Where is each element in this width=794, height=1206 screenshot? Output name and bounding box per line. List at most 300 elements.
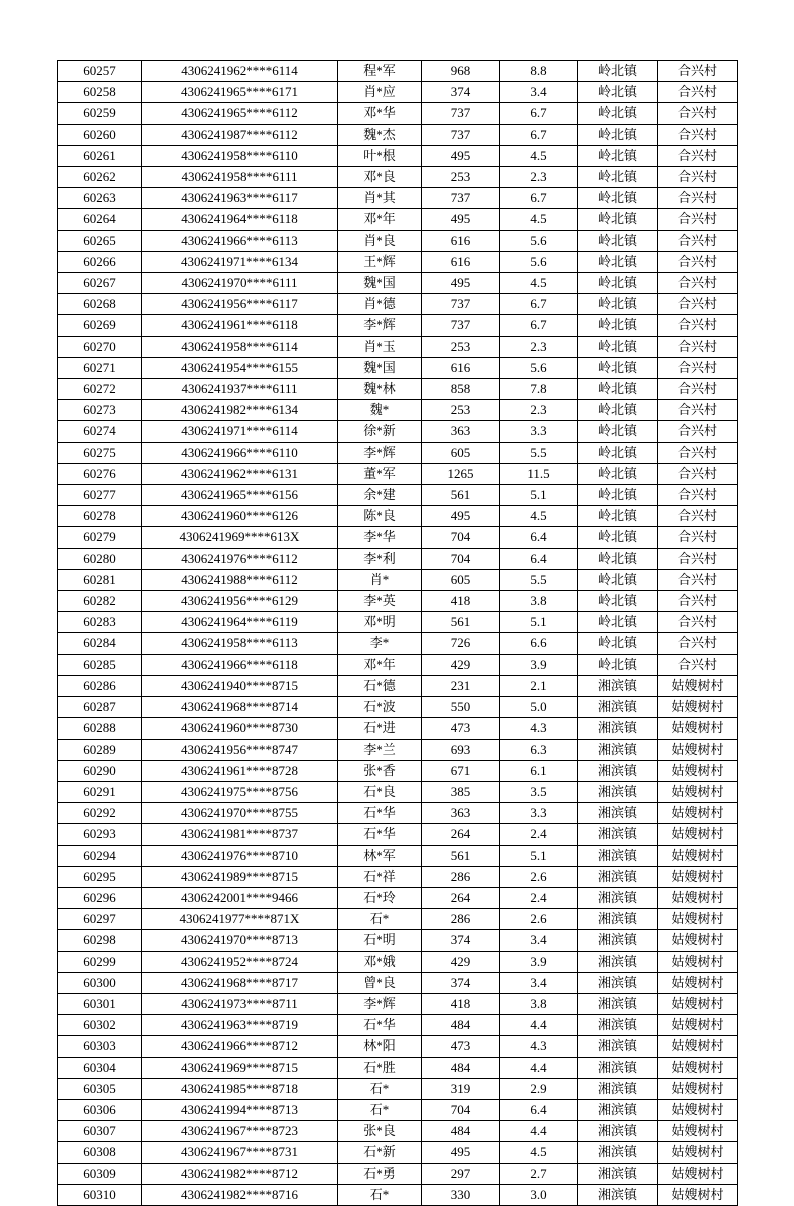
cell-town: 湘滨镇 (578, 1057, 658, 1078)
cell-amount: 484 (422, 1015, 500, 1036)
cell-village: 姑嫂树村 (658, 930, 738, 951)
cell-name: 石*胜 (338, 1057, 422, 1078)
cell-seq: 60270 (58, 336, 142, 357)
cell-town: 湘滨镇 (578, 845, 658, 866)
cell-seq: 60310 (58, 1184, 142, 1205)
cell-village: 合兴村 (658, 548, 738, 569)
cell-town: 岭北镇 (578, 61, 658, 82)
cell-town: 岭北镇 (578, 103, 658, 124)
cell-town: 湘滨镇 (578, 972, 658, 993)
cell-id_number: 4306241976****8710 (142, 845, 338, 866)
cell-seq: 60295 (58, 866, 142, 887)
table-row (58, 188, 738, 209)
cell-village: 姑嫂树村 (658, 1184, 738, 1205)
cell-rate: 6.6 (500, 633, 578, 654)
cell-amount: 693 (422, 739, 500, 760)
table-row (58, 993, 738, 1014)
cell-village: 合兴村 (658, 633, 738, 654)
cell-seq: 60260 (58, 124, 142, 145)
cell-name: 李*辉 (338, 315, 422, 336)
cell-town: 岭北镇 (578, 315, 658, 336)
cell-town: 湘滨镇 (578, 1121, 658, 1142)
cell-amount: 561 (422, 485, 500, 506)
cell-rate: 5.0 (500, 697, 578, 718)
table-row (58, 930, 738, 951)
cell-amount: 297 (422, 1163, 500, 1184)
cell-village: 合兴村 (658, 527, 738, 548)
cell-id_number: 4306241958****6114 (142, 336, 338, 357)
cell-village: 合兴村 (658, 612, 738, 633)
cell-seq: 60283 (58, 612, 142, 633)
table-row (58, 230, 738, 251)
cell-village: 姑嫂树村 (658, 781, 738, 802)
cell-rate: 11.5 (500, 463, 578, 484)
cell-seq: 60282 (58, 591, 142, 612)
cell-id_number: 4306241960****6126 (142, 506, 338, 527)
cell-village: 姑嫂树村 (658, 1015, 738, 1036)
cell-amount: 550 (422, 697, 500, 718)
cell-town: 岭北镇 (578, 294, 658, 315)
cell-id_number: 4306241937****6111 (142, 379, 338, 400)
cell-town: 湘滨镇 (578, 1099, 658, 1120)
cell-village: 姑嫂树村 (658, 909, 738, 930)
cell-name: 曾*良 (338, 972, 422, 993)
cell-name: 李*英 (338, 591, 422, 612)
cell-town: 岭北镇 (578, 569, 658, 590)
cell-town: 湘滨镇 (578, 760, 658, 781)
cell-amount: 737 (422, 315, 500, 336)
table-row (58, 145, 738, 166)
cell-id_number: 4306241982****6134 (142, 400, 338, 421)
cell-village: 合兴村 (658, 463, 738, 484)
cell-amount: 429 (422, 654, 500, 675)
cell-id_number: 4306241981****8737 (142, 824, 338, 845)
cell-name: 肖*良 (338, 230, 422, 251)
cell-seq: 60287 (58, 697, 142, 718)
cell-id_number: 4306241966****6113 (142, 230, 338, 251)
cell-name: 石* (338, 1184, 422, 1205)
cell-town: 湘滨镇 (578, 824, 658, 845)
cell-village: 姑嫂树村 (658, 718, 738, 739)
cell-village: 合兴村 (658, 230, 738, 251)
cell-amount: 484 (422, 1121, 500, 1142)
cell-seq: 60301 (58, 993, 142, 1014)
cell-id_number: 4306241966****8712 (142, 1036, 338, 1057)
cell-amount: 968 (422, 61, 500, 82)
cell-id_number: 4306241988****6112 (142, 569, 338, 590)
cell-name: 叶*根 (338, 145, 422, 166)
table-row (58, 1184, 738, 1205)
table-row (58, 61, 738, 82)
cell-amount: 253 (422, 336, 500, 357)
table-row (58, 527, 738, 548)
cell-name: 肖* (338, 569, 422, 590)
table-row (58, 1036, 738, 1057)
cell-name: 魏*国 (338, 357, 422, 378)
cell-seq: 60306 (58, 1099, 142, 1120)
cell-town: 湘滨镇 (578, 930, 658, 951)
cell-amount: 231 (422, 675, 500, 696)
cell-seq: 60290 (58, 760, 142, 781)
cell-rate: 4.4 (500, 1057, 578, 1078)
cell-id_number: 4306241958****6111 (142, 167, 338, 188)
cell-amount: 330 (422, 1184, 500, 1205)
table-row (58, 718, 738, 739)
cell-amount: 286 (422, 909, 500, 930)
cell-village: 合兴村 (658, 569, 738, 590)
cell-rate: 6.7 (500, 103, 578, 124)
cell-id_number: 4306241976****6112 (142, 548, 338, 569)
cell-seq: 60309 (58, 1163, 142, 1184)
cell-town: 岭北镇 (578, 400, 658, 421)
cell-amount: 737 (422, 294, 500, 315)
cell-name: 邓*明 (338, 612, 422, 633)
cell-seq: 60297 (58, 909, 142, 930)
cell-rate: 3.8 (500, 993, 578, 1014)
cell-seq: 60294 (58, 845, 142, 866)
cell-rate: 2.4 (500, 887, 578, 908)
cell-name: 石* (338, 1099, 422, 1120)
cell-village: 合兴村 (658, 124, 738, 145)
cell-id_number: 4306241994****8713 (142, 1099, 338, 1120)
table-row (58, 1099, 738, 1120)
cell-town: 岭北镇 (578, 357, 658, 378)
cell-town: 湘滨镇 (578, 1184, 658, 1205)
cell-town: 岭北镇 (578, 421, 658, 442)
cell-amount: 616 (422, 230, 500, 251)
cell-id_number: 4306242001****9466 (142, 887, 338, 908)
cell-seq: 60276 (58, 463, 142, 484)
cell-rate: 2.1 (500, 675, 578, 696)
cell-rate: 3.8 (500, 591, 578, 612)
cell-rate: 5.5 (500, 442, 578, 463)
cell-seq: 60285 (58, 654, 142, 675)
table-row (58, 103, 738, 124)
table-row (58, 1015, 738, 1036)
cell-town: 湘滨镇 (578, 909, 658, 930)
table-row (58, 548, 738, 569)
table-row (58, 824, 738, 845)
cell-seq: 60281 (58, 569, 142, 590)
cell-seq: 60275 (58, 442, 142, 463)
cell-id_number: 4306241985****8718 (142, 1078, 338, 1099)
cell-seq: 60303 (58, 1036, 142, 1057)
table-row (58, 951, 738, 972)
cell-name: 石*明 (338, 930, 422, 951)
cell-rate: 5.1 (500, 485, 578, 506)
cell-id_number: 4306241956****8747 (142, 739, 338, 760)
cell-id_number: 4306241968****8714 (142, 697, 338, 718)
cell-rate: 6.7 (500, 294, 578, 315)
beneficiary-table (57, 60, 738, 1206)
cell-amount: 704 (422, 527, 500, 548)
cell-name: 魏*杰 (338, 124, 422, 145)
cell-village: 姑嫂树村 (658, 760, 738, 781)
cell-amount: 858 (422, 379, 500, 400)
cell-village: 合兴村 (658, 294, 738, 315)
cell-name: 邓*年 (338, 654, 422, 675)
cell-name: 肖*应 (338, 82, 422, 103)
cell-name: 魏*林 (338, 379, 422, 400)
cell-village: 姑嫂树村 (658, 972, 738, 993)
cell-town: 岭北镇 (578, 124, 658, 145)
cell-seq: 60264 (58, 209, 142, 230)
cell-seq: 60258 (58, 82, 142, 103)
cell-village: 姑嫂树村 (658, 1099, 738, 1120)
cell-amount: 264 (422, 824, 500, 845)
cell-name: 石*玲 (338, 887, 422, 908)
table-row (58, 697, 738, 718)
cell-village: 姑嫂树村 (658, 697, 738, 718)
cell-rate: 6.1 (500, 760, 578, 781)
cell-id_number: 4306241958****6113 (142, 633, 338, 654)
cell-id_number: 4306241956****6117 (142, 294, 338, 315)
cell-town: 岭北镇 (578, 548, 658, 569)
cell-village: 姑嫂树村 (658, 1078, 738, 1099)
cell-village: 合兴村 (658, 591, 738, 612)
cell-seq: 60299 (58, 951, 142, 972)
cell-village: 合兴村 (658, 442, 738, 463)
cell-id_number: 4306241970****8713 (142, 930, 338, 951)
cell-rate: 2.9 (500, 1078, 578, 1099)
cell-seq: 60269 (58, 315, 142, 336)
cell-rate: 5.1 (500, 612, 578, 633)
cell-rate: 4.3 (500, 1036, 578, 1057)
cell-seq: 60257 (58, 61, 142, 82)
cell-name: 李*利 (338, 548, 422, 569)
cell-name: 张*香 (338, 760, 422, 781)
table-row (58, 124, 738, 145)
cell-town: 岭北镇 (578, 251, 658, 272)
cell-name: 王*辉 (338, 251, 422, 272)
table-row (58, 569, 738, 590)
cell-amount: 429 (422, 951, 500, 972)
cell-town: 岭北镇 (578, 82, 658, 103)
table-row (58, 336, 738, 357)
cell-name: 林*军 (338, 845, 422, 866)
cell-village: 姑嫂树村 (658, 739, 738, 760)
cell-amount: 671 (422, 760, 500, 781)
cell-town: 岭北镇 (578, 167, 658, 188)
cell-rate: 4.4 (500, 1015, 578, 1036)
cell-amount: 737 (422, 103, 500, 124)
cell-amount: 495 (422, 506, 500, 527)
cell-amount: 473 (422, 1036, 500, 1057)
cell-village: 合兴村 (658, 421, 738, 442)
cell-town: 岭北镇 (578, 506, 658, 527)
cell-village: 合兴村 (658, 273, 738, 294)
cell-rate: 6.7 (500, 315, 578, 336)
cell-id_number: 4306241966****6110 (142, 442, 338, 463)
cell-village: 合兴村 (658, 188, 738, 209)
cell-seq: 60277 (58, 485, 142, 506)
cell-amount: 616 (422, 357, 500, 378)
cell-town: 湘滨镇 (578, 675, 658, 696)
cell-amount: 704 (422, 1099, 500, 1120)
cell-amount: 319 (422, 1078, 500, 1099)
cell-name: 李* (338, 633, 422, 654)
table-row (58, 82, 738, 103)
cell-rate: 2.3 (500, 400, 578, 421)
cell-village: 合兴村 (658, 167, 738, 188)
cell-village: 合兴村 (658, 82, 738, 103)
cell-rate: 2.3 (500, 336, 578, 357)
cell-id_number: 4306241952****8724 (142, 951, 338, 972)
table-row (58, 1121, 738, 1142)
cell-id_number: 4306241956****6129 (142, 591, 338, 612)
cell-name: 石*新 (338, 1142, 422, 1163)
cell-town: 岭北镇 (578, 379, 658, 400)
cell-seq: 60265 (58, 230, 142, 251)
cell-name: 石*波 (338, 697, 422, 718)
cell-name: 肖*玉 (338, 336, 422, 357)
table-row (58, 803, 738, 824)
cell-amount: 286 (422, 866, 500, 887)
cell-seq: 60291 (58, 781, 142, 802)
table-row (58, 421, 738, 442)
cell-town: 岭北镇 (578, 209, 658, 230)
cell-town: 湘滨镇 (578, 697, 658, 718)
cell-amount: 616 (422, 251, 500, 272)
cell-village: 合兴村 (658, 357, 738, 378)
cell-amount: 374 (422, 930, 500, 951)
table-row (58, 1142, 738, 1163)
cell-amount: 605 (422, 569, 500, 590)
cell-id_number: 4306241964****6118 (142, 209, 338, 230)
table-row (58, 675, 738, 696)
cell-village: 姑嫂树村 (658, 1142, 738, 1163)
cell-village: 姑嫂树村 (658, 675, 738, 696)
cell-name: 李*辉 (338, 442, 422, 463)
cell-village: 合兴村 (658, 336, 738, 357)
cell-seq: 60304 (58, 1057, 142, 1078)
cell-id_number: 4306241970****8755 (142, 803, 338, 824)
cell-rate: 4.5 (500, 145, 578, 166)
cell-town: 岭北镇 (578, 442, 658, 463)
cell-seq: 60267 (58, 273, 142, 294)
cell-village: 合兴村 (658, 145, 738, 166)
cell-amount: 253 (422, 400, 500, 421)
cell-town: 湘滨镇 (578, 718, 658, 739)
cell-id_number: 4306241977****871X (142, 909, 338, 930)
cell-amount: 737 (422, 124, 500, 145)
table-row (58, 866, 738, 887)
table-row (58, 294, 738, 315)
cell-village: 合兴村 (658, 485, 738, 506)
cell-seq: 60305 (58, 1078, 142, 1099)
table-row (58, 612, 738, 633)
cell-rate: 4.4 (500, 1121, 578, 1142)
table-row (58, 633, 738, 654)
cell-village: 姑嫂树村 (658, 866, 738, 887)
table-row (58, 1078, 738, 1099)
cell-name: 陈*良 (338, 506, 422, 527)
cell-town: 岭北镇 (578, 463, 658, 484)
cell-town: 湘滨镇 (578, 1036, 658, 1057)
cell-amount: 264 (422, 887, 500, 908)
cell-id_number: 4306241973****8711 (142, 993, 338, 1014)
cell-seq: 60302 (58, 1015, 142, 1036)
cell-town: 湘滨镇 (578, 866, 658, 887)
cell-village: 合兴村 (658, 379, 738, 400)
cell-rate: 5.6 (500, 357, 578, 378)
cell-town: 湘滨镇 (578, 1163, 658, 1184)
cell-seq: 60273 (58, 400, 142, 421)
cell-name: 张*良 (338, 1121, 422, 1142)
cell-seq: 60300 (58, 972, 142, 993)
cell-village: 合兴村 (658, 61, 738, 82)
cell-seq: 60279 (58, 527, 142, 548)
cell-village: 姑嫂树村 (658, 845, 738, 866)
cell-town: 湘滨镇 (578, 1078, 658, 1099)
table-body (58, 61, 738, 1206)
table-row (58, 315, 738, 336)
cell-id_number: 4306241960****8730 (142, 718, 338, 739)
cell-id_number: 4306241966****6118 (142, 654, 338, 675)
cell-seq: 60307 (58, 1121, 142, 1142)
cell-seq: 60263 (58, 188, 142, 209)
table-row (58, 781, 738, 802)
cell-rate: 5.1 (500, 845, 578, 866)
table-row (58, 357, 738, 378)
cell-town: 湘滨镇 (578, 1015, 658, 1036)
cell-village: 姑嫂树村 (658, 993, 738, 1014)
table-row (58, 400, 738, 421)
cell-rate: 6.7 (500, 124, 578, 145)
cell-id_number: 4306241962****6114 (142, 61, 338, 82)
cell-id_number: 4306241940****8715 (142, 675, 338, 696)
cell-village: 合兴村 (658, 315, 738, 336)
cell-id_number: 4306241971****6134 (142, 251, 338, 272)
cell-seq: 60296 (58, 887, 142, 908)
cell-name: 李*辉 (338, 993, 422, 1014)
cell-seq: 60284 (58, 633, 142, 654)
table-row (58, 506, 738, 527)
cell-amount: 385 (422, 781, 500, 802)
cell-town: 岭北镇 (578, 188, 658, 209)
cell-rate: 3.5 (500, 781, 578, 802)
cell-name: 程*军 (338, 61, 422, 82)
cell-name: 邓*华 (338, 103, 422, 124)
table-row (58, 654, 738, 675)
cell-amount: 495 (422, 145, 500, 166)
cell-id_number: 4306241962****6131 (142, 463, 338, 484)
cell-id_number: 4306241982****8716 (142, 1184, 338, 1205)
cell-town: 岭北镇 (578, 485, 658, 506)
table-row (58, 209, 738, 230)
table-row (58, 251, 738, 272)
cell-name: 邓*娥 (338, 951, 422, 972)
cell-seq: 60266 (58, 251, 142, 272)
cell-id_number: 4306241963****6117 (142, 188, 338, 209)
table-row (58, 739, 738, 760)
cell-seq: 60288 (58, 718, 142, 739)
cell-id_number: 4306241969****613X (142, 527, 338, 548)
cell-seq: 60308 (58, 1142, 142, 1163)
cell-rate: 4.5 (500, 209, 578, 230)
cell-id_number: 4306241954****6155 (142, 357, 338, 378)
cell-seq: 60289 (58, 739, 142, 760)
cell-id_number: 4306241969****8715 (142, 1057, 338, 1078)
cell-rate: 4.5 (500, 506, 578, 527)
cell-name: 徐*新 (338, 421, 422, 442)
cell-seq: 60292 (58, 803, 142, 824)
cell-name: 石* (338, 909, 422, 930)
cell-rate: 5.5 (500, 569, 578, 590)
cell-rate: 2.4 (500, 824, 578, 845)
cell-town: 湘滨镇 (578, 781, 658, 802)
cell-id_number: 4306241965****6156 (142, 485, 338, 506)
